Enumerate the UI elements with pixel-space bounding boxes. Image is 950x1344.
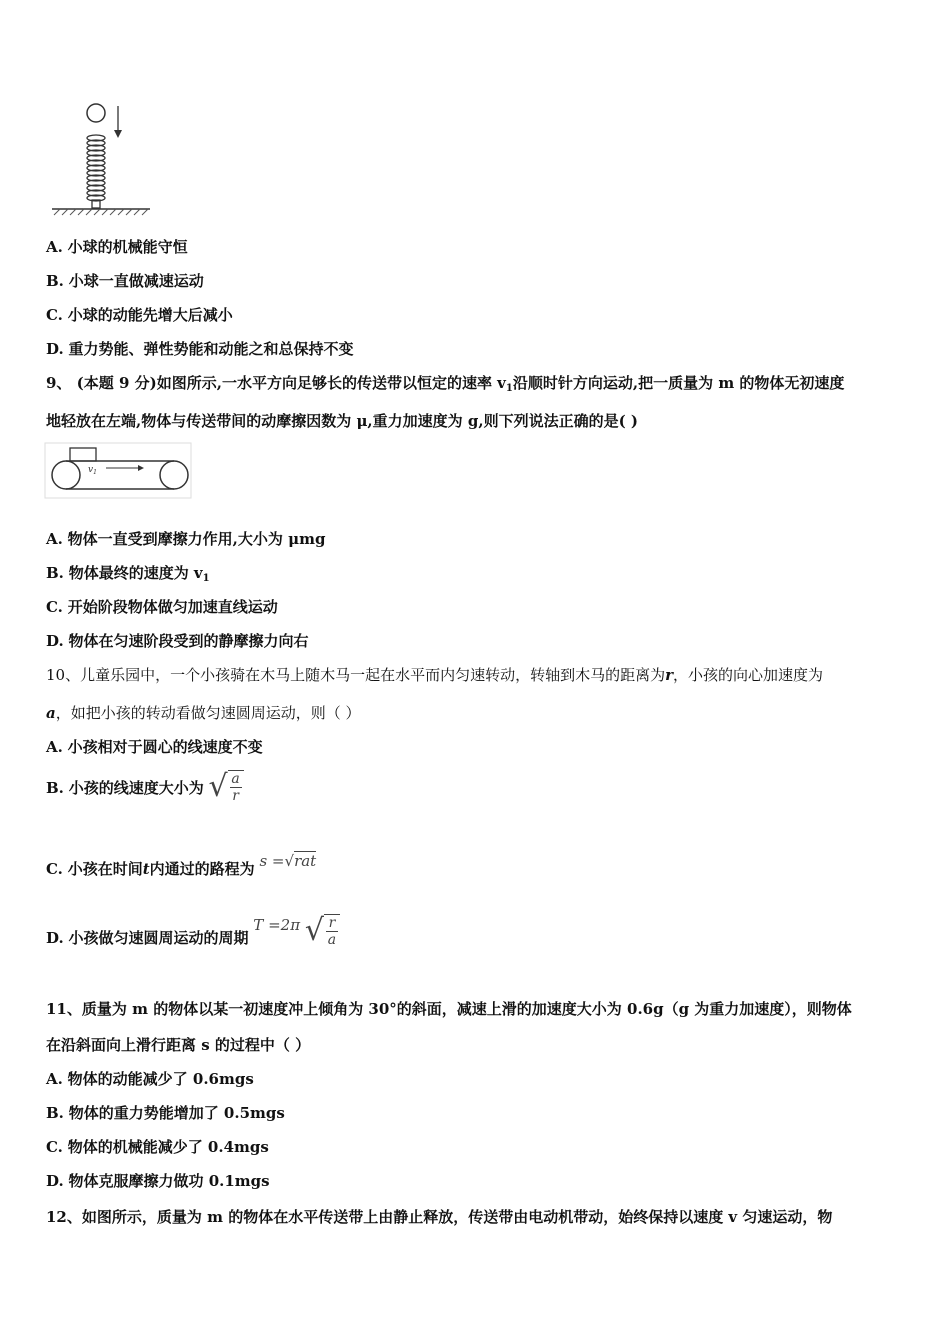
q10-option-c: C. 小孩在时间t内通过的路程为 s =√rat [46, 852, 317, 878]
q11-stem-line1: 11、质量为 m 的物体以某一初速度冲上倾角为 30°的斜面，减速上滑的加速度大小为 0.6g（g 为重力加速度），则物体 [46, 1000, 852, 1018]
q10-option-d: D. 小孩做匀速圆周运动的周期 T =2π √ $\frac{r}{a}$ [46, 914, 340, 948]
q8-option-a: A. 小球的机械能守恒 [46, 238, 188, 256]
left-roller [52, 461, 80, 489]
q10-option-b: B. 小孩的线速度大小为 √ $\frac{a}{r}$ [46, 770, 244, 804]
ground-hatch [54, 209, 148, 215]
q11-option-b: B. 物体的重力势能增加了 0.5mgs [46, 1104, 285, 1122]
block [70, 448, 96, 461]
right-roller [160, 461, 188, 489]
spring [87, 135, 105, 208]
q9-stem-line2: 地轻放在左端,物体与传送带间的动摩擦因数为 μ,重力加速度为 g,则下列说法正确的是( ) [46, 412, 638, 430]
q10-option-a: A. 小孩相对于圆心的线速度不变 [46, 738, 263, 756]
q9-option-b: B. 物体最终的速度为 $v_1$ [46, 564, 210, 584]
formula-s-equals-sqrt-rat: s =√rat [259, 852, 317, 870]
ball [87, 104, 105, 122]
conveyor-belt-figure [44, 442, 194, 500]
velocity-label: $v_1$ [88, 465, 97, 476]
q12-stem-line1: 12、如图所示，质量为 m 的物体在水平传送带上由静止释放，传送带由电动机带动，始终保持以速度 v 匀速运动，物 [46, 1208, 833, 1226]
q11-option-d: D. 物体克服摩擦力做功 0.1mgs [46, 1172, 270, 1190]
q9-stem-line1: 9、 (本题 9 分)如图所示,一水平方向足够长的传送带以恒定的速率 $v_1$沿顺时针方向运动,把一质量为 m 的物体无初速度 [46, 374, 845, 394]
q9-option-a: A. 物体一直受到摩擦力作用,大小为 μmg [46, 530, 326, 548]
formula-period: T =2π [253, 916, 301, 934]
q8-option-d: D. 重力势能、弹性势能和动能之和总保持不变 [46, 340, 354, 358]
q8-option-b: B. 小球一直做减速运动 [46, 272, 204, 290]
q9-option-d: D. 物体在匀速阶段受到的静摩擦力向右 [46, 632, 309, 650]
formula-sqrt-a-over-r: √ $\frac{a}{r}$ [208, 770, 243, 804]
q11-option-a: A. 物体的动能减少了 0.6mgs [46, 1070, 254, 1088]
q11-option-c: C. 物体的机械能减少了 0.4mgs [46, 1138, 269, 1156]
q8-option-c: C. 小球的动能先增大后减小 [46, 306, 233, 324]
q9-option-c: C. 开始阶段物体做匀加速直线运动 [46, 598, 278, 616]
arrow-head [114, 130, 122, 138]
q10-stem-line2: a，如把小孩的转动看做匀速圆周运动，则（ ） [46, 704, 361, 722]
formula-sqrt-r-over-a: √ $\frac{r}{a}$ [305, 914, 340, 948]
q11-stem-line2: 在沿斜面向上滑行距离 s 的过程中（ ） [46, 1036, 311, 1054]
spring-ball-figure [46, 96, 156, 220]
q10-stem-line1: 10、儿童乐园中，一个小孩骑在木马上随木马一起在水平而内匀速转动，转轴到木马的距离为r，小孩的向心加速度为 [46, 666, 824, 684]
